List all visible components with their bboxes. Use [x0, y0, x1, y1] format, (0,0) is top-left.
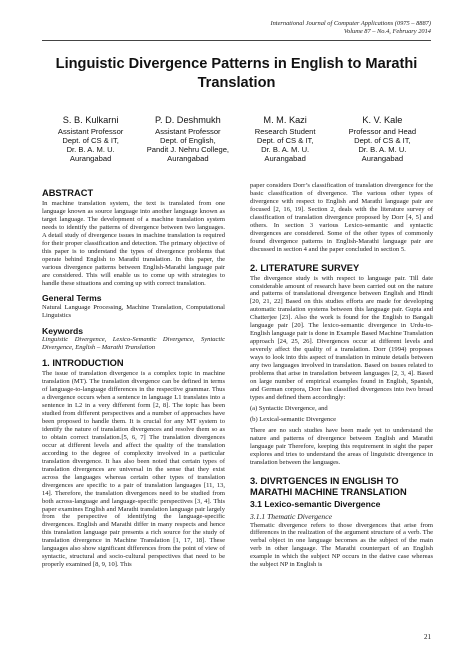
divergence-type-a: (a) Syntactic Divergence, and	[250, 404, 328, 412]
journal-name: International Journal of Computer Applications (0975 – 8887)	[270, 20, 431, 27]
author-3	[237, 115, 334, 163]
introduction-continued-text: paper considers Dorr’s classification of translation divergence for the basic classification of divergence. The various other types of divergence with respect to English and Marathi language pair are focused [2, 16, 19]. Section 2, deals with the literature survey of classification of translation divergence proposed by Dorr [4, 5] and others. In section 3 various Lexico-semantic and syntactic divergences are considered. Some of the other types of commonly found divergence patterns in English-Marathi language pair are discussed in section 4 and the paper concluded in section 5.	[250, 182, 433, 253]
author-affiliation-line: Dept. of CS & IT,	[62, 135, 119, 145]
page-number: 21	[424, 633, 431, 641]
section-3-heading-line-1: 3. DIVRTGENCES IN ENGLISH TO	[250, 475, 399, 486]
general-terms-text: Natural Language Processing, Machine Translation, Computational Linguistics	[42, 303, 225, 319]
section-3-heading-line-2: MARATHI MACHINE TRANSLATION	[250, 486, 407, 497]
title-line-2: Translation	[197, 75, 276, 91]
author-affiliation-line: Dr. B. A. M. U.	[66, 144, 115, 154]
keywords-heading: Keywords	[42, 325, 84, 336]
journal-volume: Volume 87 – No.4, February 2014	[343, 28, 431, 35]
author-affiliation-line: Assistant Professor	[57, 126, 124, 136]
section-3-1-1-heading: 3.1.1 Thematic Divergence	[250, 512, 332, 521]
paper-title	[42, 55, 431, 93]
author-block	[42, 115, 431, 163]
author-name: M. M. Kazi	[263, 115, 307, 125]
abstract-heading: ABSTRACT	[42, 188, 94, 198]
author-affiliation-line: Aurangabad	[167, 154, 209, 164]
author-affiliation-line: Aurangabad	[264, 154, 306, 164]
author-name: S. B. Kulkarni	[62, 115, 119, 125]
author-affiliation-line: Pandit J. Nehru College,	[146, 144, 230, 154]
author-name: P. D. Deshmukh	[155, 115, 221, 125]
keywords-text: Linguistic Divergence, Lexico-Semantic Divergence, Syntactic Divergence, English – Marathi Translation	[42, 336, 225, 352]
thematic-divergence-text: Thematic divergence refers to those divergences that arise from differences in the realization of the argument structure of a verb. The verbal object in one language becomes as the subject of the main verb in other language. The Marathi counterpart of an English example in which the subject NP occurs in the dative case whereas the subject NP in English is	[250, 521, 433, 569]
journal-header	[270, 20, 431, 36]
author-affiliation-line: Professor and Head	[348, 126, 417, 136]
author-affiliation-line: Aurangabad	[69, 154, 112, 164]
introduction-heading: 1. INTRODUCTION	[42, 358, 124, 369]
literature-survey-text: The divergence study is with respect to language pair. Till date considerable amount of research have been carried out on the nature and patterns of translational divergence between English and Hindi [20, 21, 22] Based on this studies efforts are made for developing automatic translation systems between this language pair. Gupta and Chatterjee [23]. Also the work is found for the English to Bangali language pair [20]. The lexico-semantic divergence in Urdu-to-English language pair is done in Example Based Machine Translation approach [24, 25, 26]. Divergences occur at different levels and severely affect the quality of a translation. Dorr (1994) proposes ways to look into this aspect of translation in minute details between any two languages involved in translation. Based on issues related to problems that arise in translation between languages [2, 3, 4]. Based on large number of empirical examples found in English, Spanish, and German corpora, Dorr has classified divergences into two broad types and defined them accordingly:	[250, 274, 433, 401]
author-affiliation-line: Dr. B. A. M. U.	[358, 144, 407, 154]
left-column	[42, 188, 225, 569]
author-affiliation-line: Dept. of English,	[160, 135, 216, 145]
author-4	[334, 115, 431, 163]
literature-survey-heading: 2. LITERATURE SURVEY	[250, 262, 360, 273]
section-3-1-heading: 3.1 Lexico-semantic Divergence	[250, 498, 381, 509]
abstract-text: In machine translation system, the text is translated from one language known as source language into another language known as target language. The development of a machine translation system needs to identify the patterns of divergence between two languages. A detail study of divergence issues in machine translation is required for their proper classification and detection. The primary objective of this paper is to understand the types of divergence problems that operate behind English to Marathi translation. In this paper, the various divergence patterns between English-Marathi language pair are considered. This will enable us to come up with strategies to handle these situations and coming up with correct translation.	[42, 200, 225, 287]
author-1	[42, 115, 139, 163]
header-rule	[42, 40, 431, 41]
author-2	[139, 115, 236, 163]
author-affiliation-line: Dept. of CS & IT,	[354, 135, 411, 145]
section-3-heading	[250, 476, 433, 498]
literature-survey-closing-text: There are no such studies have been made yet to understand the nature and patterns of divergence between English and Marathi language pair Therefore, keeping this requirement in sight the paper explores and tries to understand the areas of linguistic divergence in translation between the languages.	[250, 426, 433, 466]
author-affiliation-line: Research Student	[254, 126, 316, 136]
title-line-1: Linguistic Divergence Patterns in English to Marathi	[55, 56, 418, 72]
author-affiliation-line: Assistant Professor	[155, 126, 221, 136]
author-affiliation-line: Dr. B. A. M. U.	[261, 144, 310, 154]
author-affiliation-line: Dept. of CS & IT,	[256, 135, 314, 145]
author-affiliation-line: Aurangabad	[361, 154, 404, 164]
introduction-text: The issue of translation divergence is a complex topic in machine translation (MT). The translation divergence can be defined in terms of language-to-language differences in the respective grammar. Thus a divergence occurs when a sentence in language L1 translates into a sentence in L2 in a very different form [2, 8]. The topic has been studied from different perspectives and a number of approaches have been proposed to handle them. It is crucial for any MT system to identify the nature of translation divergences and resolve them so as to obtain correct translation.[5, 6, 7] The translation divergences occur at different levels and affect the quality of the translation according to the degree of complexity involved in a particular translation divergence. It has also been noted that certain types of translation divergences are universal in the sense that they exist across the languages whereas certain other types of translation divergences are specific to a pair of translation languages [11, 13, 14]. Therefore, the translation divergences need to be studied from both across-language and language-specific perspectives [3, 4]. This paper examines English and Marathi translation language pair largely from the perspective of identifying the language-specific divergences. English and Marathi differ in many respects and hence this translation language pair presents a rich source for the study of translation divergence in Machine Translation [1, 17, 18]. These languages also show significant differences from the point of view of syntactic, structural and socio-cultural perspectives that need to be properly examined [8, 9, 10]. This	[42, 370, 225, 569]
general-terms-heading: General Terms	[42, 293, 102, 304]
divergence-type-b: (b) Lexical-semantic Divergence	[250, 415, 337, 423]
author-name: K. V. Kale	[362, 115, 403, 125]
right-column	[250, 182, 433, 569]
